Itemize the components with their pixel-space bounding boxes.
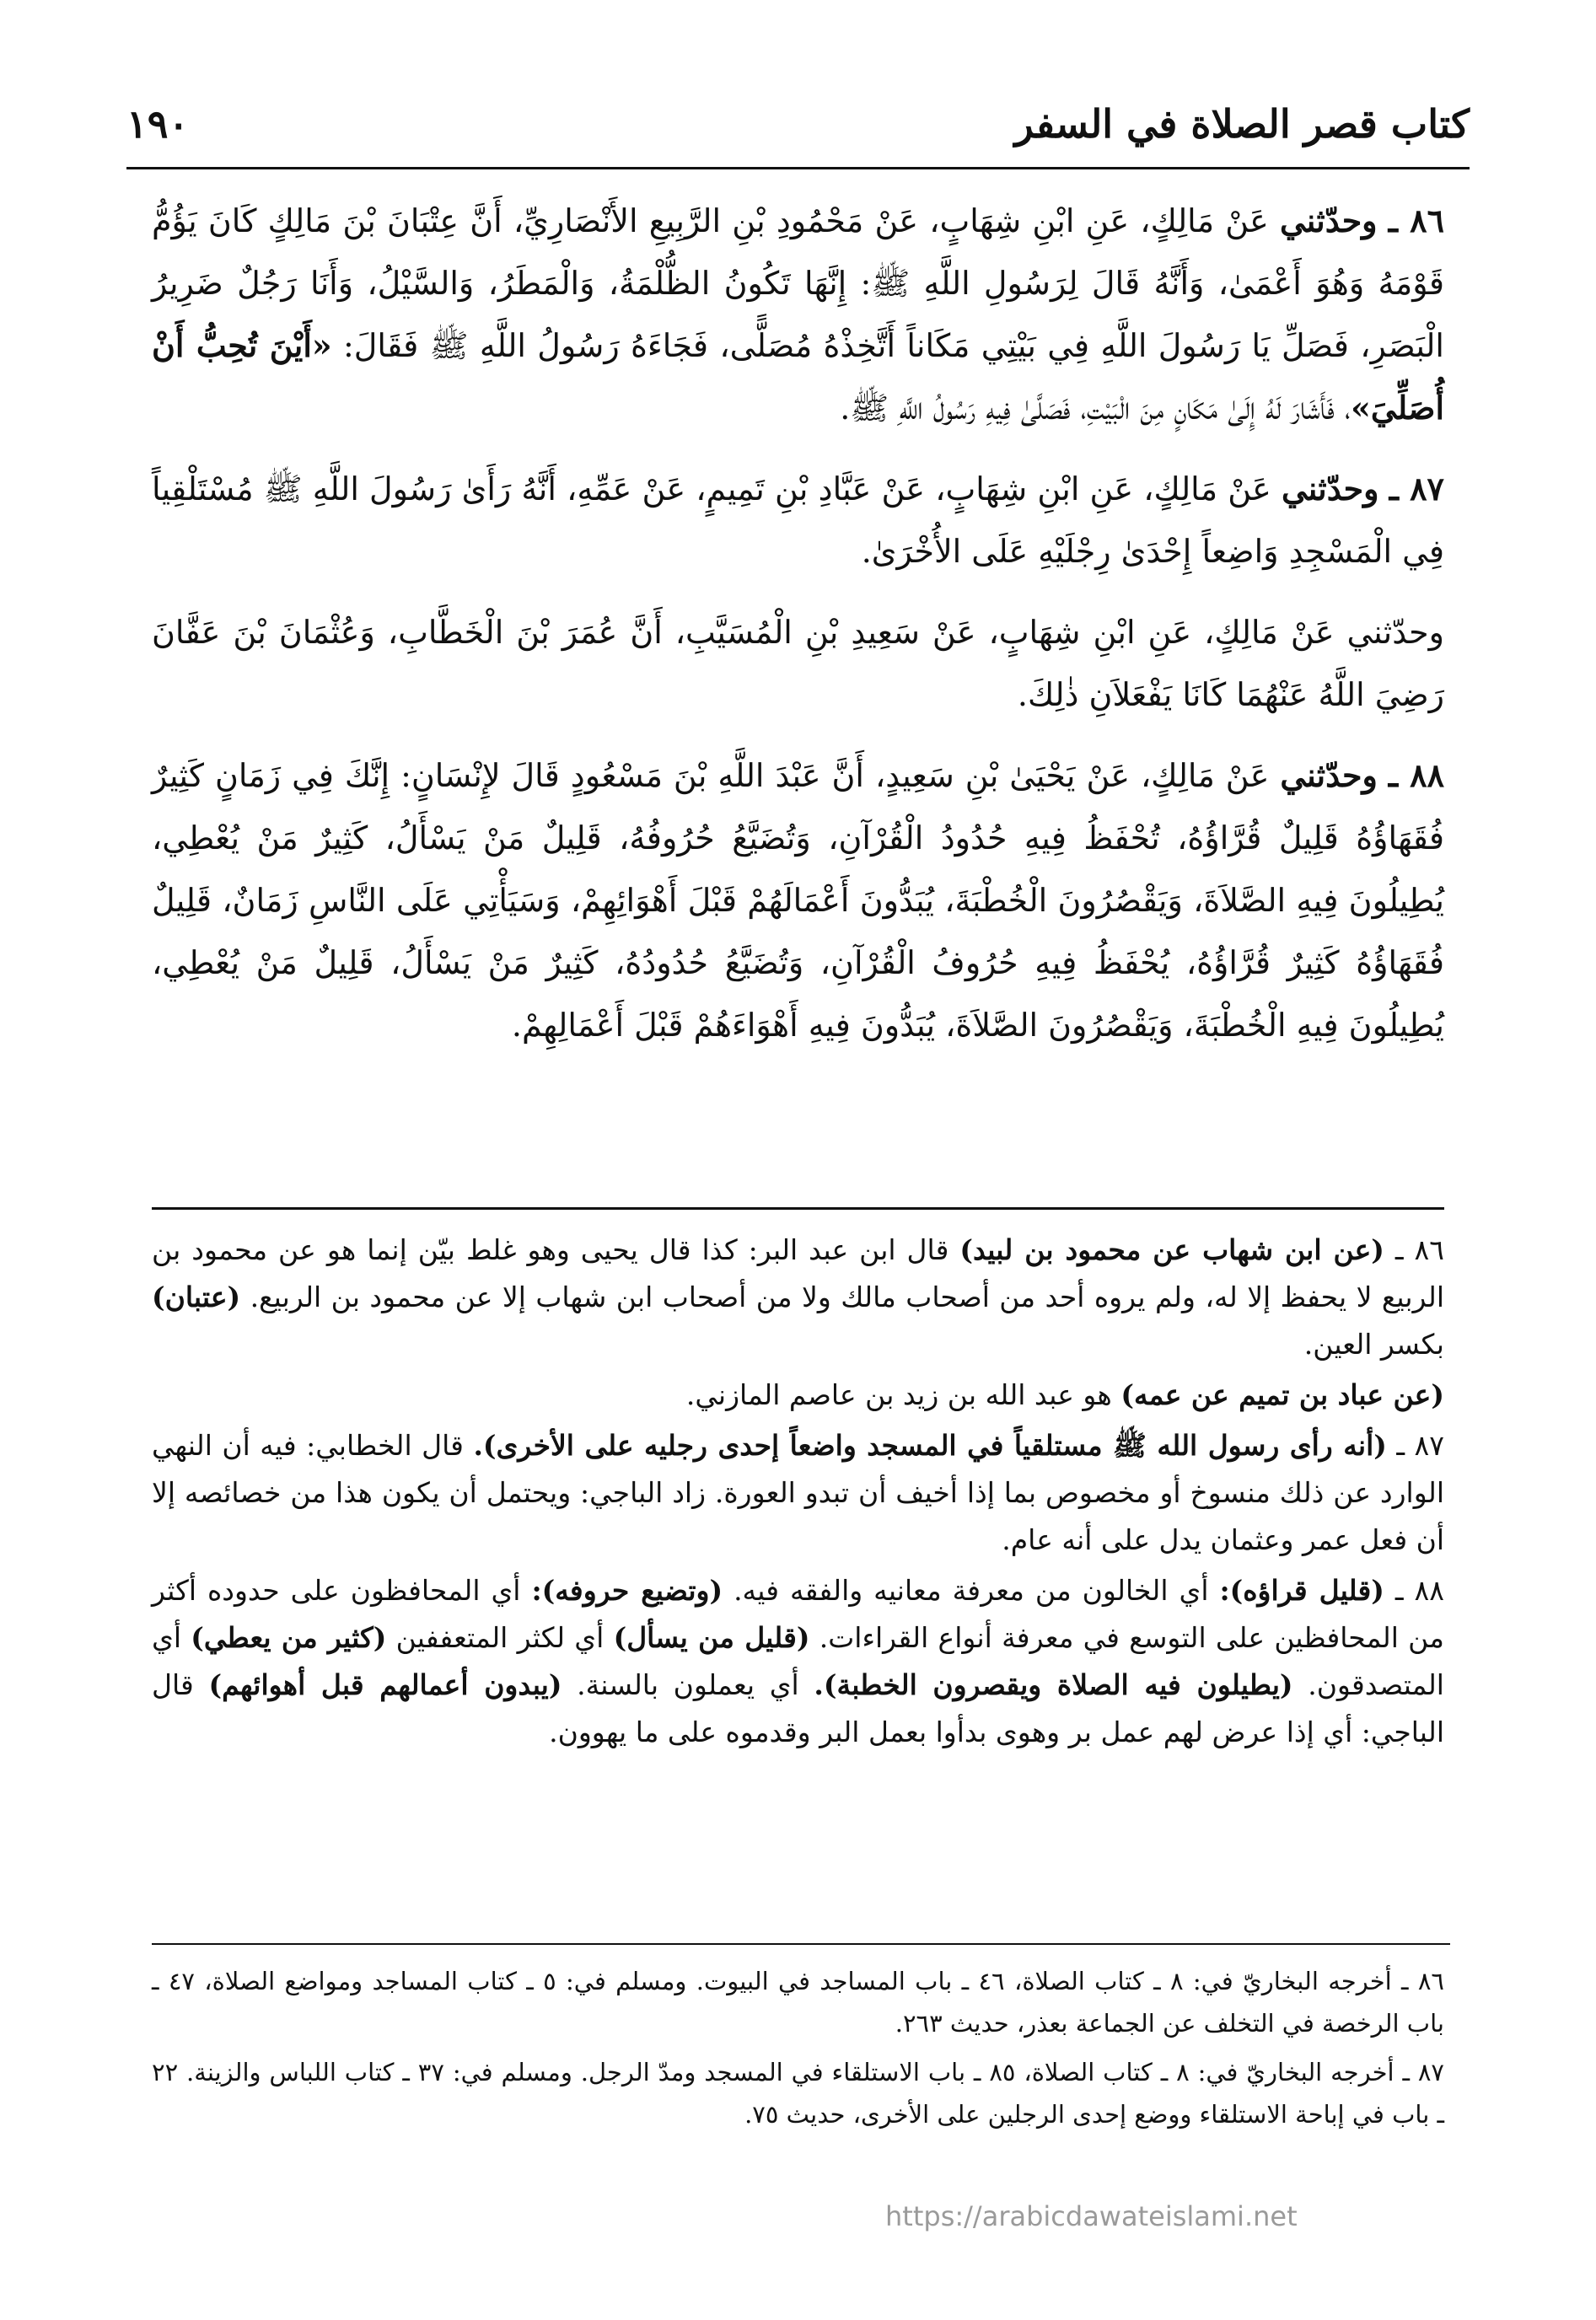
hadith-quote: «أَيْنَ تُحِبُّ أَنْ أُصَلِّيَ»: [152, 326, 1444, 427]
hadith-number: ٨٧ ـ: [1389, 470, 1444, 508]
hadith-86: [152, 190, 1444, 439]
hadith-lead: وحدّثني: [1280, 756, 1378, 794]
commentary-term: (قليل من يسأل): [613, 1621, 810, 1654]
commentary: [152, 1227, 1444, 1759]
hadith-87-b: [152, 601, 1444, 726]
hadith-body: عَنْ مَالِكٍ، عَنْ يَحْيَىٰ بْنِ سَعِيدٍ، أَنَّ عَبْدَ اللَّهِ بْنَ مَسْعُودٍ قَالَ لإِنْسَانٍ: إِنَّكَ فِي زَمَانٍ كَثِيرٌ فُقَهَاؤُهُ قَلِيلٌ قُرَّاؤُهُ، تُحْفَظُ فِيهِ حُدُودُ الْقُرْآنِ، وَتُضَيَّعُ حُرُوفُهُ، قَلِيلٌ مَنْ يَسْأَلُ، كَثِيرٌ مَنْ يُعْطِي، يُطِيلُونَ فِيهِ الصَّلاَةَ، وَيَقْصُرُونَ الْخُطْبَةَ، يُبَدُّونَ أَعْمَالَهُمْ قَبْلَ أَهْوَائِهِمْ، وَسَيَأْتِي عَلَى النَّاسِ زَمَانٌ، قَلِيلٌ فُقَهَاؤُهُ كَثِيرٌ قُرَّاؤُهُ، يُحْفَظُ فِيهِ حُرُوفُ الْقُرْآنِ، وَتُضَيَّعُ حُدُودُهُ، كَثِيرٌ مَنْ يَسْأَلُ، قَلِيلٌ مَنْ يُعْطِي، يُطِيلُونَ فِيهِ الْخُطْبَةَ، وَيَقْصُرُونَ الصَّلاَةَ، يُبَدُّونَ فِيهِ أَهْوَاءَهُمْ قَبْلَ أَعْمَالِهِمْ.: [152, 757, 1444, 1044]
hadith-body: عَنْ مَالِكٍ، عَنِ ابْنِ شِهَابٍ، عَنْ عَبَّادِ بْنِ تَمِيمٍ، عَنْ عَمِّهِ، أَنَّهُ رَأَىٰ رَسُولَ اللَّهِ ﷺ مُسْتَلْقِياً فِي الْمَسْجِدِ وَاضِعاً إِحْدَىٰ رِجْلَيْهِ عَلَى الأُخْرَىٰ.: [152, 470, 1444, 570]
hadith-text: [152, 190, 1444, 1075]
commentary-87: [152, 1422, 1444, 1564]
footnotes: [152, 1960, 1444, 2142]
commentary-text: أي لكثر المتعففين: [395, 1621, 605, 1654]
commentary-text: هو عبد الله بن زيد بن عاصم المازني.: [685, 1378, 1112, 1411]
commentary-86: [152, 1227, 1444, 1368]
commentary-term: (عن ابن شهاب عن محمود بن لبيد): [959, 1233, 1384, 1266]
hadith-lead: وحدّثني: [1280, 201, 1378, 239]
hadith-number: ٨٦ ـ: [1388, 201, 1444, 239]
commentary-text: أي المحافظون على حدوده أكثر من المحافظين على التوسع في معرفة أنواع القراءات.: [152, 1574, 1444, 1654]
commentary-term: (عن عباد بن تميم عن عمه): [1120, 1378, 1444, 1411]
commentary-term: (يبدون أعمالهم قبل أهوائهم): [208, 1668, 562, 1701]
commentary-number: ٨٧ ـ: [1396, 1429, 1444, 1462]
commentary-text: قال ابن عبد البر: كذا قال يحيى وهو غلط بيّن إنما هو عن محمود بن الربيع لا يحفظ إلا له، ولم يروه أحد من أصحاب مالك ولا من أصحاب ابن شهاب إلا عن محمود بن الربيع.: [152, 1233, 1444, 1313]
hadith-body: وحدّثني عَنْ مَالِكٍ، عَنِ ابْنِ شِهَابٍ، عَنْ سَعِيدِ بْنِ الْمُسَيَّبِ، أَنَّ عُمَرَ بْنَ الْخَطَّابِ، وَعُثْمَانَ بْنَ عَفَّانَ رَضِيَ اللَّهُ عَنْهُمَا كَانَا يَفْعَلاَنِ ذٰلِكَ.: [152, 614, 1444, 713]
commentary-term: (عتبان): [152, 1281, 241, 1313]
commentary-text: أي الخالون من معرفة معانيه والفقه فيه.: [734, 1574, 1209, 1607]
commentary-divider: [152, 1207, 1444, 1210]
commentary-text: أي يعملون بالسنة.: [577, 1668, 799, 1701]
hadith-body-end: ، فَأَشَارَ لَهُ إِلَىٰ مَكَانٍ مِنَ الْبَيْتِ، فَصَلَّىٰ فِيهِ رَسُولُ اللَّهِ ﷺ.: [840, 389, 1351, 427]
hadith-88: [152, 744, 1444, 1056]
commentary-number: ٨٦ ـ: [1394, 1233, 1444, 1266]
hadith-87: [152, 458, 1444, 583]
footnote-86: ٨٦ ـ أخرجه البخاريّ في: ٨ ـ كتاب الصلاة، ٤٦ ـ باب المساجد في البيوت. ومسلم في: ٥ ـ كتاب المساجد ومواضع الصلاة، ٤٧ ـ باب الرخصة في التخلف عن الجماعة بعذر، حديث ٢٦٣.: [152, 1967, 1444, 2038]
hadith-body: عَنْ مَالِكٍ، عَنِ ابْنِ شِهَابٍ، عَنْ مَحْمُودِ بْنِ الرَّبِيعِ الأَنْصَارِيِّ، أَنَّ عِتْبَانَ بْنَ مَالِكٍ كَانَ يَؤُمُّ قَوْمَهُ وَهُوَ أَعْمَىٰ، وَأَنَّهُ قَالَ لِرَسُولِ اللَّهِ ﷺ: إِنَّهَا تَكُونُ الظُّلْمَةُ، وَالْمَطَرُ، وَالسَّيْلُ، وَأَنَا رَجُلٌ ضَرِيرُ الْبَصَرِ، فَصَلِّ يَا رَسُولَ اللَّهِ فِي بَيْتِي مَكَاناً أَتَّخِذْهُ مُصَلًّى، فَجَاءَهُ رَسُولُ اللَّهِ ﷺ فَقَالَ:: [152, 202, 1444, 364]
commentary-term: (كثير من يعطي): [191, 1621, 387, 1654]
commentary-text: قال الباجي: أي إذا عرض لهم عمل بر وهوى بدأوا بعمل البر وقدموه على ما يهوون.: [152, 1668, 1444, 1748]
watermark-url: https://arabicdawateislami.net: [885, 2200, 1298, 2232]
commentary-88: [152, 1567, 1444, 1756]
commentary-text: أي المتصدقون.: [152, 1621, 1444, 1701]
hadith-number: ٨٨ ـ: [1388, 756, 1444, 794]
commentary-term: (يطيلون فيه الصلاة ويقصرون الخطبة).: [814, 1668, 1293, 1701]
commentary-number: ٨٨ ـ: [1394, 1574, 1444, 1607]
commentary-term: (قليل قراؤه):: [1219, 1574, 1384, 1607]
page-number: ١٩٠: [126, 101, 190, 147]
chapter-title: كتاب قصر الصلاة في السفر: [1014, 101, 1470, 147]
commentary-term: (أنه رأى رسول الله ﷺ مستلقياً في المسجد واضعاً إحدى رجليه على الأخرى).: [473, 1429, 1387, 1462]
footnote-divider: [152, 1943, 1450, 1945]
hadith-lead: وحدّثني: [1282, 470, 1379, 508]
commentary-86-b: [152, 1372, 1444, 1419]
commentary-text: قال الخطابي: فيه أن النهي الوارد عن ذلك منسوخ أو مخصوص بما إذا أخيف أن تبدو العورة. زاد الباجي: ويحتمل أن يكون هذا من خصائصه إلا أن فعل عمر وعثمان يدل على أنه عام.: [152, 1429, 1444, 1556]
commentary-text: بكسر العين.: [1303, 1328, 1444, 1361]
running-header: [126, 101, 1470, 160]
footnote-87: ٨٧ ـ أخرجه البخاريّ في: ٨ ـ كتاب الصلاة، ٨٥ ـ باب الاستلقاء في المسجد ومدّ الرجل. ومسلم في: ٣٧ ـ كتاب اللباس والزينة. ٢٢ ـ باب في إباحة الاستلقاء ووضع إحدى الرجلين على الأخرى، حديث ٧٥.: [152, 2058, 1444, 2129]
header-divider: [126, 167, 1470, 169]
commentary-term: (وتضيع حروفه):: [531, 1574, 723, 1607]
